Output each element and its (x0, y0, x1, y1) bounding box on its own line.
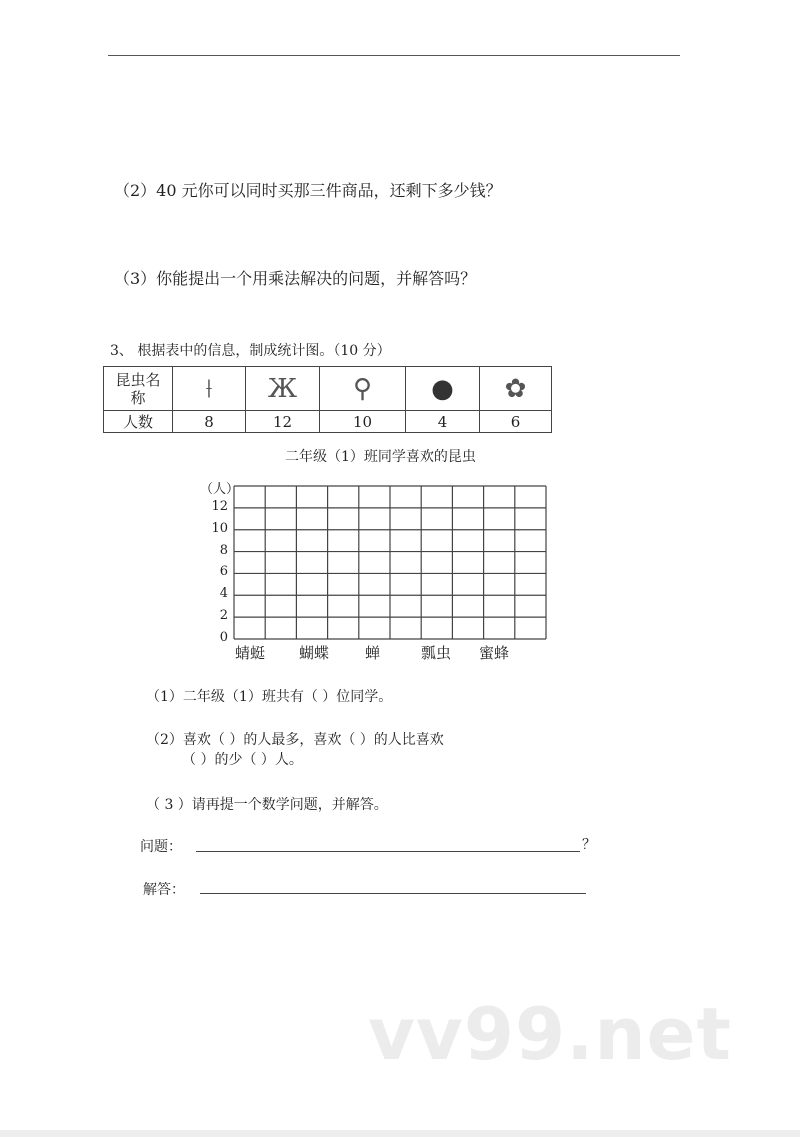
question-3: （3）你能提出一个用乘法解决的问题，并解答吗？ (114, 269, 477, 288)
answer-line[interactable] (200, 893, 586, 894)
chart-grid (233, 485, 547, 640)
count-header: 人数 (104, 411, 173, 433)
ladybug-icon: ● (431, 373, 454, 404)
x-category-label: 蜜蜂 (479, 644, 510, 662)
butterfly-icon: Ж (267, 373, 298, 404)
x-category-label: 蜻蜓 (235, 644, 266, 662)
y-tick-label: 12 (211, 498, 228, 514)
y-tick-label: 0 (219, 630, 228, 645)
watermark: vv99.net (368, 992, 732, 1076)
x-category-label: 瓢虫 (421, 644, 452, 662)
question-answer-line[interactable] (196, 851, 580, 852)
y-tick-label: 10 (211, 520, 228, 536)
question-mark: ？ (582, 837, 596, 853)
question-2: （2）40 元你可以同时买那三件商品，还剩下多少钱？ (114, 181, 502, 200)
section-3-heading: 3、 根据表中的信息，制成统计图。（10 分） (110, 343, 391, 359)
question-label: 问题： (140, 839, 182, 855)
bee-icon: ✿ (504, 373, 527, 404)
count-ladybug: 4 (406, 411, 480, 433)
y-axis-unit: （人） (200, 482, 240, 497)
count-bee: 6 (480, 411, 552, 433)
insect-table (103, 366, 552, 433)
cicada-icon: ⚲ (352, 373, 373, 404)
sub-question-1: （1）二年级（1）班共有（ ）位同学。 (146, 689, 393, 705)
count-dragonfly: 8 (173, 411, 246, 433)
count-butterfly: 12 (246, 411, 320, 433)
page-bottom-edge (0, 1130, 800, 1137)
x-category-label: 蝴蝶 (299, 644, 330, 662)
count-cicada: 10 (320, 411, 406, 433)
x-category-label: 蝉 (365, 644, 381, 662)
sub-question-3: （ 3 ）请再提一个数学问题，并解答。 (146, 797, 388, 813)
y-tick-label: 6 (219, 564, 228, 580)
sub-question-2-line2: （ ）的少（ ）人。 (182, 752, 303, 768)
y-tick-label: 2 (219, 608, 228, 624)
chart-title: 二年级（1）班同学喜欢的昆虫 (285, 449, 476, 465)
y-tick-label: 4 (219, 586, 228, 602)
header-rule (108, 55, 680, 56)
answer-label: 解答： (143, 882, 185, 898)
insect-name-header: 昆虫名 称 (104, 367, 173, 411)
y-tick-label: 8 (219, 542, 228, 558)
sub-question-2-line1: （2）喜欢（ ）的人最多，喜欢（ ）的人比喜欢 (146, 732, 444, 748)
dragonfly-icon: ⟊ (205, 373, 213, 404)
